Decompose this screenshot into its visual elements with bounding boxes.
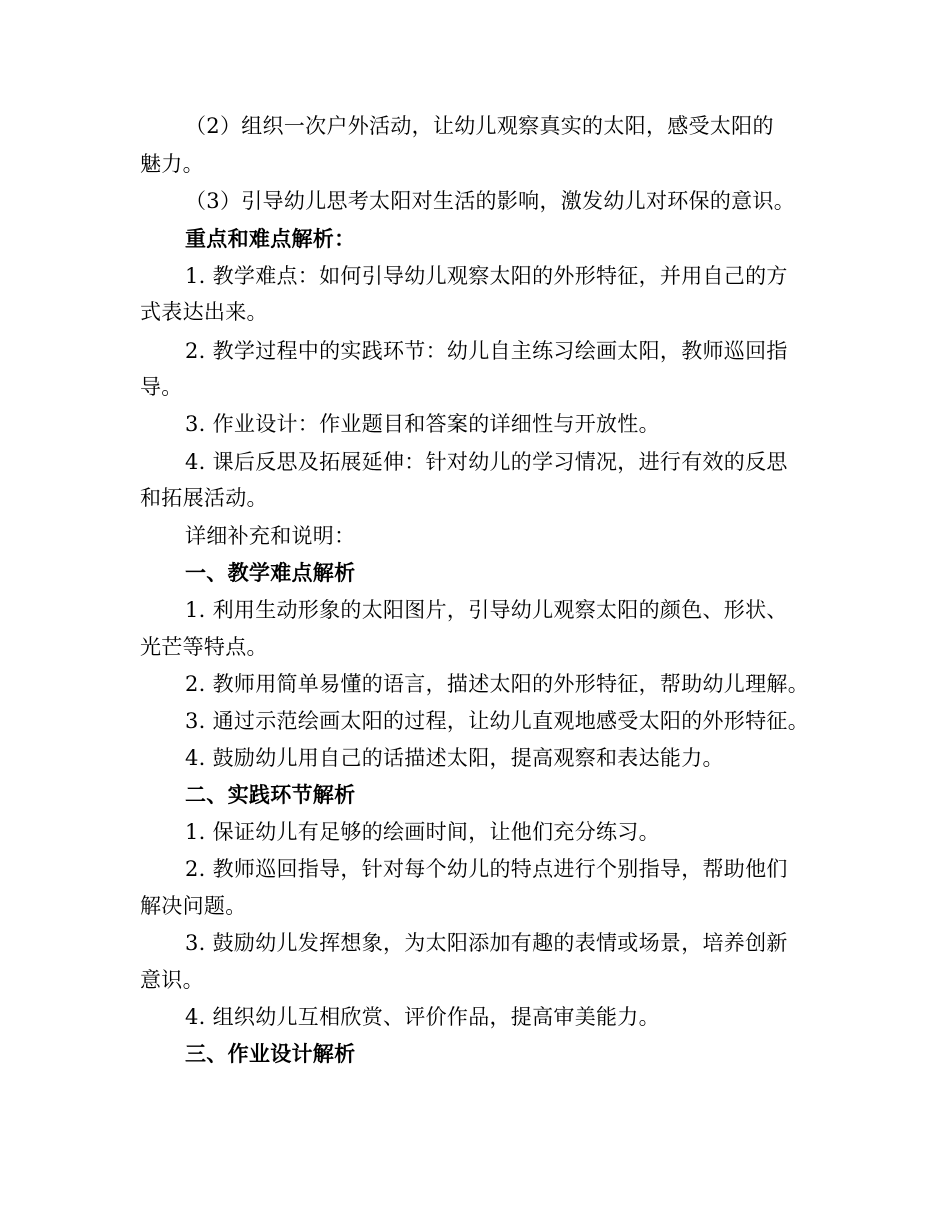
paragraph-line: 2. 教学过程中的实践环节：幼儿自主练习绘画太阳，教师巡回指 bbox=[185, 339, 788, 363]
paragraph-line: 魅力。 bbox=[140, 152, 204, 176]
paragraph-line: （3）引导幼儿思考太阳对生活的影响，激发幼儿对环保的意识。 bbox=[185, 189, 796, 213]
paragraph-line: （2）组织一次户外活动，让幼儿观察真实的太阳，感受太阳的 bbox=[185, 114, 774, 138]
paragraph-line: 式表达出来。 bbox=[140, 300, 268, 324]
paragraph-line: 3. 作业设计：作业题目和答案的详细性与开放性。 bbox=[185, 412, 660, 436]
paragraph-line: 和拓展活动。 bbox=[140, 486, 268, 510]
paragraph-line: 2. 教师用简单易懂的语言，描述太阳的外形特征，帮助幼儿理解。 bbox=[185, 672, 810, 696]
paragraph-line: 导。 bbox=[140, 375, 183, 399]
paragraph-line: 4. 课后反思及拓展延伸：针对幼儿的学习情况，进行有效的反思 bbox=[185, 450, 788, 474]
paragraph-line: 3. 通过示范绘画太阳的过程，让幼儿直观地感受太阳的外形特征。 bbox=[185, 709, 810, 733]
paragraph-line: 1. 保证幼儿有足够的绘画时间，让他们充分练习。 bbox=[185, 820, 660, 844]
paragraph-line: 2. 教师巡回指导，针对每个幼儿的特点进行个别指导，帮助他们 bbox=[185, 857, 788, 881]
section-heading: 二、实践环节解析 bbox=[185, 782, 356, 807]
paragraph-line: 详细补充和说明： bbox=[185, 524, 356, 548]
paragraph-line: 1. 教学难点：如何引导幼儿观察太阳的外形特征，并用自己的方 bbox=[185, 264, 788, 288]
paragraph-line: 3. 鼓励幼儿发挥想象，为太阳添加有趣的表情或场景，培养创新 bbox=[185, 931, 788, 955]
section-heading: 一、教学难点解析 bbox=[185, 560, 356, 585]
paragraph-line: 光芒等特点。 bbox=[140, 635, 268, 659]
paragraph-line: 1. 利用生动形象的太阳图片，引导幼儿观察太阳的颜色、形状、 bbox=[185, 598, 788, 622]
section-heading: 三、作业设计解析 bbox=[185, 1041, 356, 1066]
paragraph-line: 4. 鼓励幼儿用自己的话描述太阳，提高观察和表达能力。 bbox=[185, 746, 724, 770]
paragraph-line: 意识。 bbox=[140, 968, 204, 992]
section-heading: 重点和难点解析： bbox=[185, 226, 356, 251]
paragraph-line: 解决问题。 bbox=[140, 894, 247, 918]
paragraph-line: 4. 组织幼儿互相欣赏、评价作品，提高审美能力。 bbox=[185, 1005, 660, 1029]
